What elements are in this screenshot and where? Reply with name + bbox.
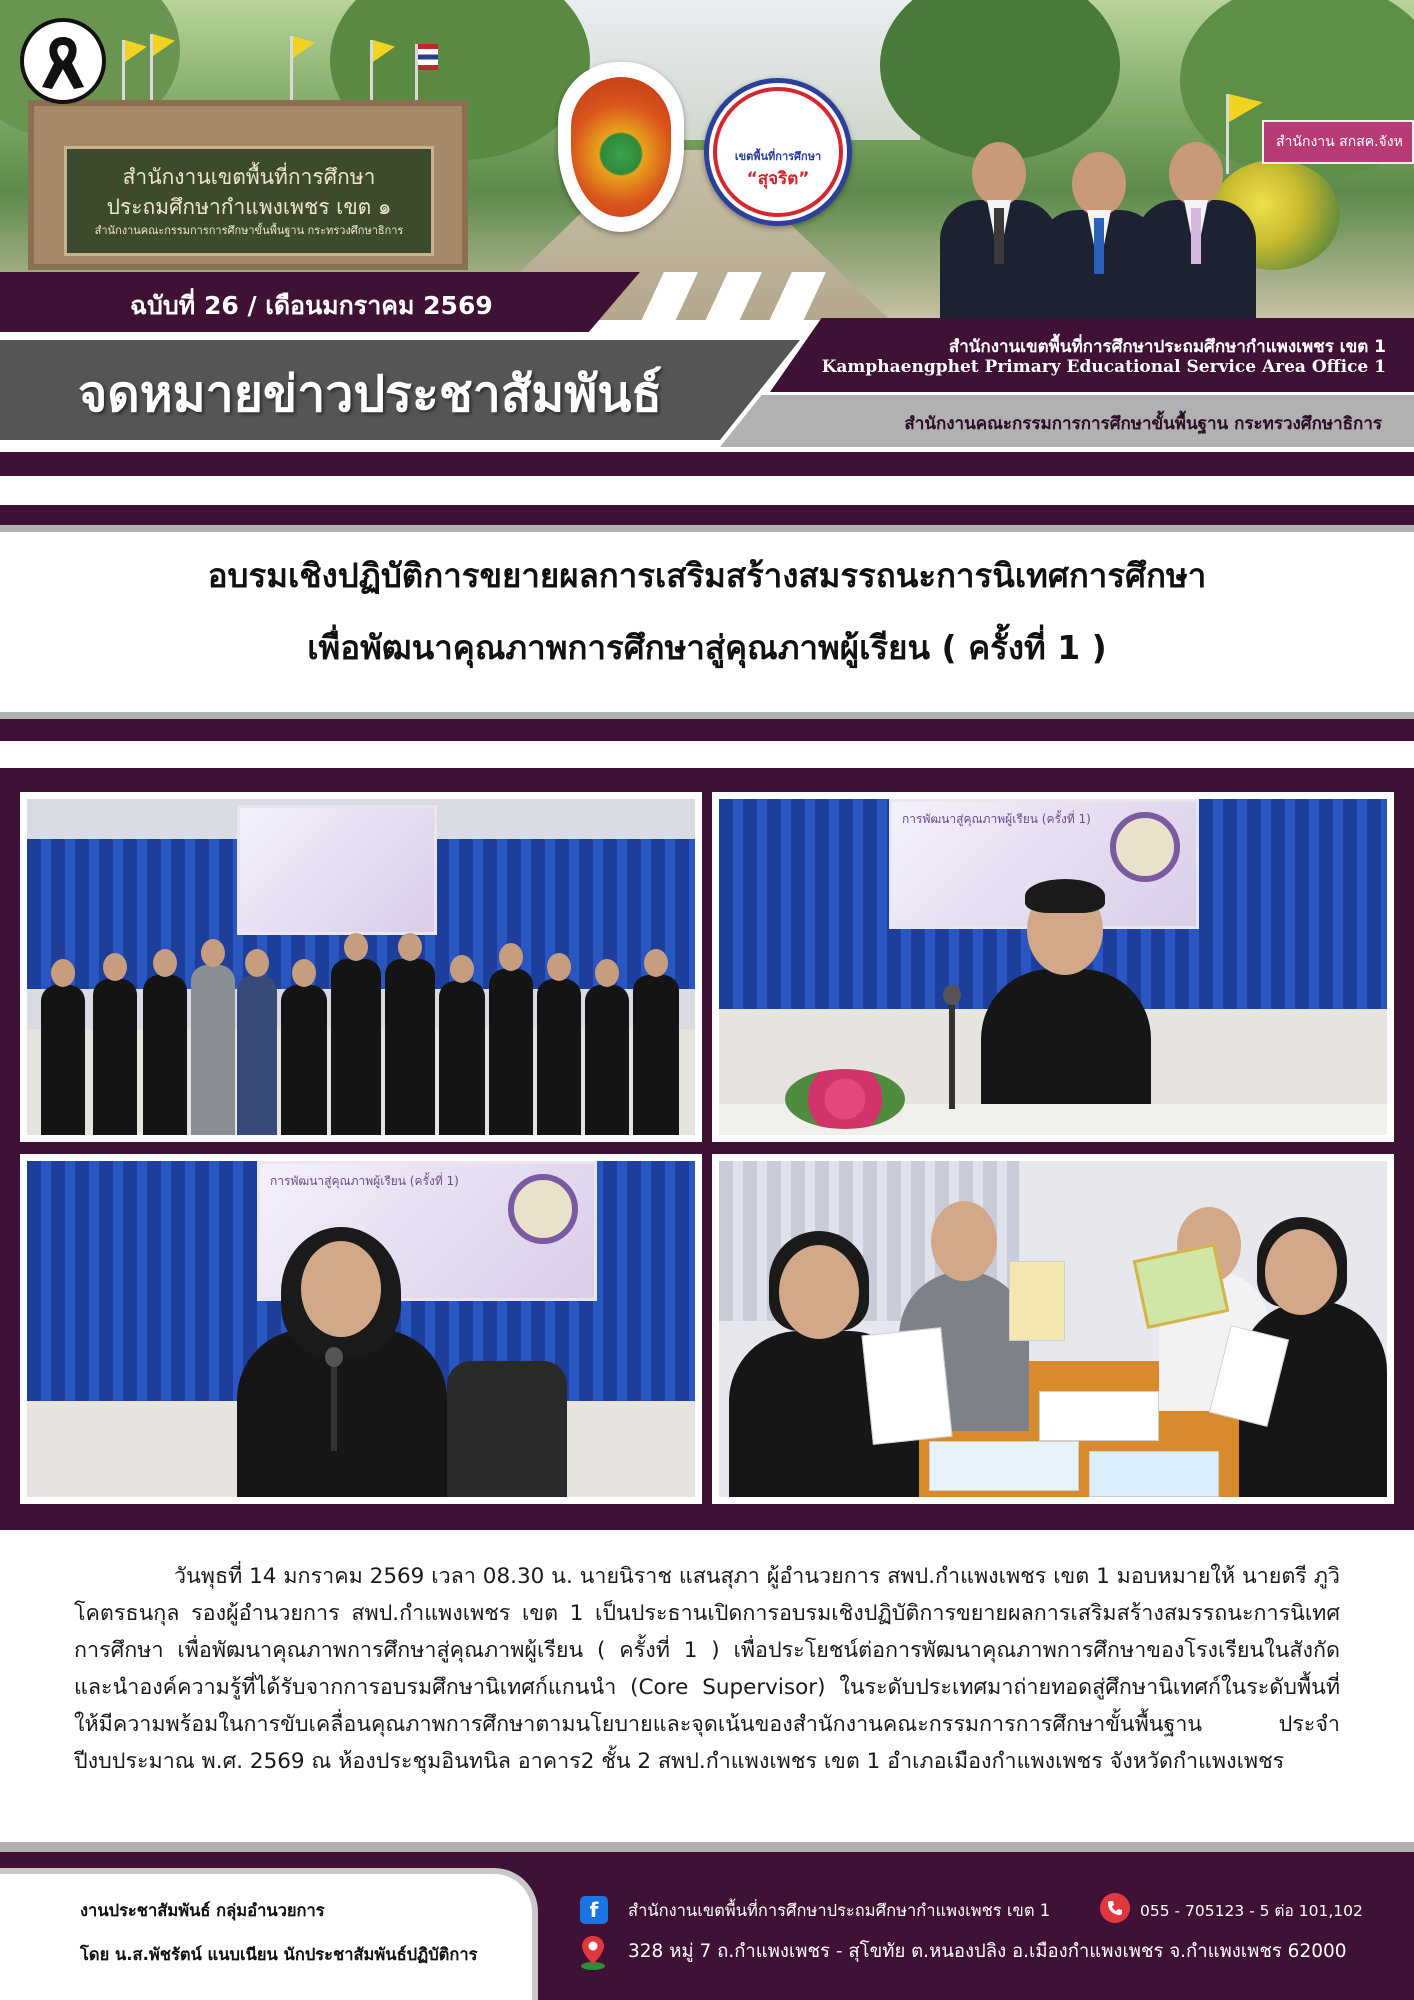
- screen-caption: การพัฒนาสู่คุณภาพผู้เรียน (ครั้งที่ 1): [902, 812, 1091, 826]
- article-body: วันพุธที่ 14 มกราคม 2569 เวลา 08.30 น. นายนิราช แสนสุภา ผู้อำนวยการ สพป.กำแพงเพชร เขต 1 มอบหมายให้ นายตรี ภูวิโคตรธนกุล รองผู้อำนวยการ สพป.กำแพงเพชร เขต 1 เป็นประธานเปิดการอบรมเชิงปฏิบัติการขยายผลการเสริมสร้างสมรรถนะการนิเทศการศึกษา เพื่อพัฒนาคุณภาพการศึกษาสู่คุณภาพผู้เรียน ( ครั้งที่ 1 ) เพื่อประโยชน์ต่อการพัฒนาคุณภาพการศึกษาของโรงเรียนในสังกัด และนำองค์ความรู้ที่ได้รับจากการอบรมศึกษานิเทศก์แกนนำ (Core Supervisor) ในระดับประเทศมาถ่ายทอดสู่ศึกษานิเทศก์ในระดับพื้นที่ ให้มีความพร้อมในการขับเคลื่อนคุณภาพการศึกษาตามนโยบายและจุดเน้นของสำนักงานคณะกรรมการการศึกษาขั้นพื้นฐาน ประจำปีงบประมาณ พ.ศ. 2569 ณ ห้องประชุมอินทนิล อาคาร2 ชั้น 2 สพป.กำแพงเพชร เขต 1 อำเภอเมืองกำแพงเพชร จังหวัดกำแพงเพชร: [74, 1564, 1340, 1774]
- chairperson-photo: [712, 792, 1394, 1142]
- facebook-page-name[interactable]: สำนักงานเขตพื้นที่การศึกษาประถมศึกษากำแพงเพชร เขต 1: [628, 1901, 1051, 1920]
- phone-icon: [1100, 1893, 1130, 1923]
- newsletter-title: จดหมายข่าวประชาสัมพันธ์: [78, 365, 662, 423]
- issue-number: ฉบับที่ 26 / เดือนมกราคม 2569: [130, 291, 493, 320]
- screen-caption: การพัฒนาสู่คุณภาพผู้เรียน (ครั้งที่ 1): [270, 1174, 459, 1188]
- location-pin-icon: [578, 1934, 608, 1970]
- office-name-english: Kamphaengphet Primary Educational Service Area Office 1: [821, 357, 1386, 377]
- newsletter-header: [0, 0, 1414, 460]
- sign-line-1: สำนักงานเขตพื้นที่การศึกษา: [122, 165, 376, 189]
- article-title: [0, 540, 1414, 684]
- thai-flag: [418, 44, 438, 70]
- sign-line-2: ประถมศึกษากำแพงเพชร เขต ๑: [106, 195, 392, 219]
- pr-author: โดย น.ส.พัชรัตน์ แนบเนียน นักประชาสัมพันธ์ปฏิบัติการ: [80, 1945, 478, 1964]
- speaker-photo: [20, 1154, 702, 1504]
- integrity-zone-logo: [704, 78, 852, 226]
- phone-number: 055 - 705123 - 5 ต่อ 101,102: [1140, 1902, 1363, 1920]
- officials-photo: [940, 60, 1280, 320]
- office-entrance-sign: [28, 100, 468, 270]
- photo-gallery: [0, 768, 1414, 1530]
- sign-line-3: สำนักงานคณะกรรมการการศึกษาขั้นพื้นฐาน กระทรวงศึกษาธิการ: [94, 224, 404, 237]
- pr-credit-card: [0, 1868, 538, 2000]
- logo-circle-line-1: เขตพื้นที่การศึกษา: [734, 149, 822, 163]
- pr-department: งานประชาสัมพันธ์ กลุ่มอำนวยการ: [80, 1901, 325, 1920]
- obec-name: สำนักงานคณะกรรมการการศึกษาขั้นพื้นฐาน กระทรวงศึกษาธิการ: [904, 414, 1382, 434]
- divider: [0, 719, 1414, 741]
- facebook-icon[interactable]: f: [580, 1896, 608, 1924]
- black-ribbon-icon: [20, 18, 106, 104]
- divider: [0, 505, 1414, 525]
- workshop-photo: [712, 1154, 1394, 1504]
- building-sign: สำนักงาน สกสค.จังห: [1262, 120, 1414, 164]
- flag: [293, 36, 315, 58]
- office-address: 328 หมู่ 7 ถ.กำแพงเพชร - สุโขทัย ต.หนองปลิง อ.เมืองกำแพงเพชร จ.กำแพงเพชร 62000: [628, 1941, 1347, 1962]
- article-title-line-1: อบรมเชิงปฏิบัติการขยายผลการเสริมสร้างสมรรถนะการนิเทศการศึกษา: [207, 556, 1207, 595]
- article-title-line-2: เพื่อพัฒนาคุณภาพการศึกษาสู่คุณภาพผู้เรียน ( ครั้งที่ 1 ): [307, 628, 1107, 667]
- divider: [0, 452, 1414, 476]
- office-name-thai: สำนักงานเขตพื้นที่การศึกษาประถมศึกษากำแพงเพชร เขต 1: [948, 337, 1386, 357]
- group-photo: [20, 792, 702, 1142]
- logo-circle-line-2: “สุจริต”: [746, 168, 810, 189]
- obec-emblem-logo: [558, 62, 684, 232]
